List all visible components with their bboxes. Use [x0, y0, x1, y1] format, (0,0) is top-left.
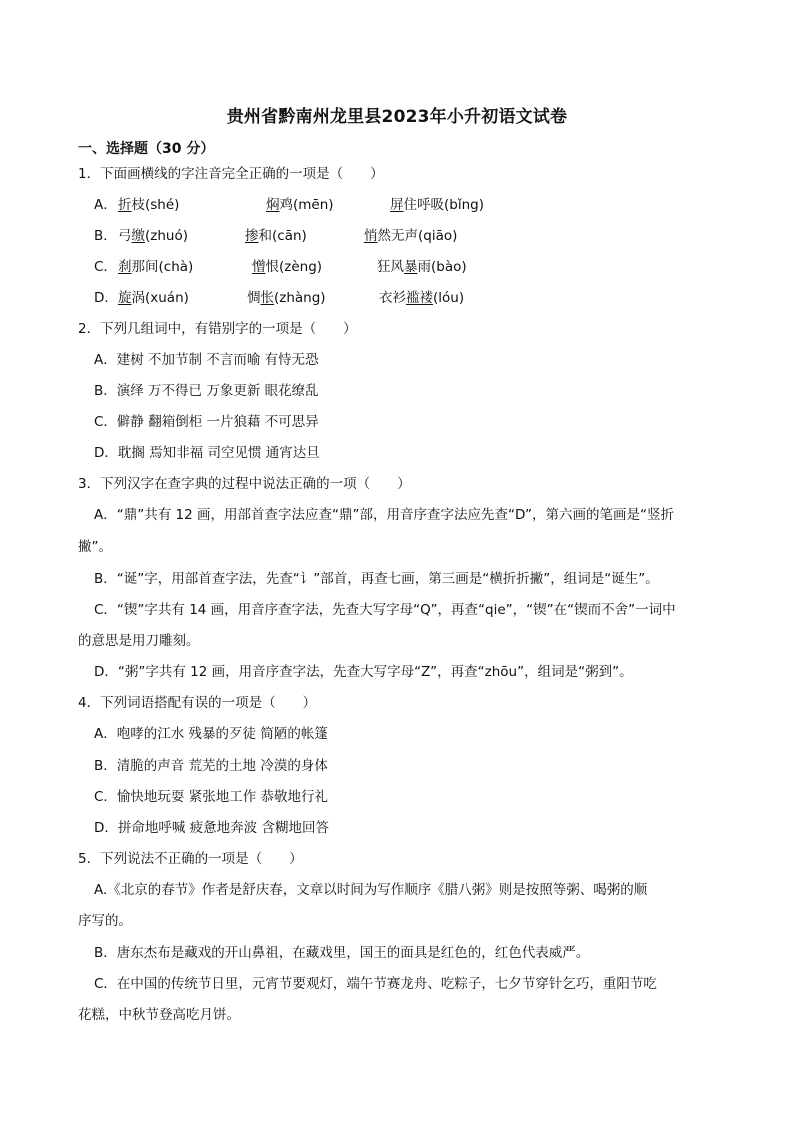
q1-b-item-1: 弓缴(zhuó)	[118, 228, 188, 244]
q1-option-a	[94, 195, 734, 215]
q2-option-b: B．演绎 万不得已 万象更新 眼花缭乱	[94, 383, 319, 399]
q5-option-a: A.《北京的春节》作者是舒庆春，文章以时间为写作顺序《腊八粥》则是按照等粥、喝粥的顺	[94, 882, 648, 898]
q3-option-d: D．“粥”字共有 12 画，用音序查字法，先查大写字母“Z”，再查“zhōu”，组词是“粥到”。	[94, 664, 633, 680]
q1-a-item-3: 屏住呼吸(bǐng)	[390, 197, 484, 213]
question-4-stem: 4．下列词语搭配有误的一项是（ ）	[78, 695, 317, 711]
q1-c-item-1: 刹那间(chà)	[118, 259, 194, 275]
q5-option-c-cont: 花糕，中秋节登高吃月饼。	[78, 1007, 240, 1023]
q2-option-d: D．耽搁 焉知非福 司空见惯 通宵达旦	[94, 445, 320, 461]
q5-option-a-cont: 序写的。	[78, 913, 132, 929]
option-label: A．	[94, 197, 117, 213]
section-heading: 一、选择题（30 分）	[78, 141, 215, 157]
q1-option-b	[94, 226, 734, 246]
q3-option-a-cont: 撇”。	[78, 539, 112, 555]
q1-b-item-2: 掺和(cān)	[245, 228, 307, 244]
q5-option-c: C．在中国的传统节日里，元宵节要观灯，端午节赛龙舟、吃粽子，七夕节穿针乞巧，重阳节吃	[94, 976, 657, 992]
option-label: D．	[94, 290, 118, 306]
q1-a-item-2: 焖鸡(mēn)	[266, 197, 334, 213]
q3-option-c-cont: 的意思是用刀雕刻。	[78, 633, 200, 649]
q4-option-d: D．拼命地呼喊 疲惫地奔波 含糊地回答	[94, 820, 329, 836]
option-label: B．	[94, 228, 117, 244]
q3-option-b: B．“诞”字，用部首查字法，先查“讠”部首，再查七画，第三画是“横折折撇”，组词是“诞生”。	[94, 571, 659, 587]
q1-d-item-1: 旋涡(xuán)	[118, 290, 189, 306]
q1-c-item-3: 狂风暴雨(bào)	[377, 259, 467, 275]
q1-a-item-1: 折枝(shé)	[118, 197, 180, 213]
q4-option-b: B．清脆的声音 荒芜的土地 冷漠的身体	[94, 758, 328, 774]
q4-option-c: C．愉快地玩耍 紧张地工作 恭敬地行礼	[94, 789, 329, 805]
q1-d-item-2: 惆怅(zhàng)	[247, 290, 326, 306]
q1-d-item-3: 衣衫褴褛(lóu)	[379, 290, 465, 306]
page-title: 贵州省黔南州龙里县2023年小升初语文试卷	[226, 107, 568, 127]
question-1-stem: 1．下面画横线的字注音完全正确的一项是（ ）	[78, 166, 384, 182]
q4-option-a: A．咆哮的江水 残暴的歹徒 简陋的帐篷	[94, 726, 328, 742]
question-3-stem: 3．下列汉字在查字典的过程中说法正确的一项（ ）	[78, 476, 411, 492]
question-5-stem: 5．下列说法不正确的一项是（ ）	[78, 851, 303, 867]
q2-option-c: C．僻静 翻箱倒柜 一片狼藉 不可思异	[94, 414, 319, 430]
q5-option-b: B．唐东杰布是藏戏的开山鼻祖，在藏戏里，国王的面具是红色的，红色代表威严。	[94, 945, 590, 961]
q2-option-a: A．建树 不加节制 不言而喻 有恃无恐	[94, 352, 319, 368]
q1-b-item-3: 悄然无声(qiāo)	[364, 228, 458, 244]
question-2-stem: 2．下列几组词中，有错别字的一项是（ ）	[78, 321, 357, 337]
q1-option-d	[94, 288, 734, 308]
q1-option-c	[94, 257, 734, 277]
option-label: C．	[94, 259, 117, 275]
q3-option-c: C．“锲”字共有 14 画，用音序查字法，先查大写字母“Q”，再查“qie”，“锲”在“锲而不舍”一词中	[94, 602, 676, 618]
q1-c-item-2: 憎恨(zèng)	[252, 259, 323, 275]
q3-option-a: A．“鼎”共有 12 画，用部首查字法应查“鼎”部，用音序查字法应先查“D”，第六画的笔画是“竖折	[94, 507, 674, 523]
